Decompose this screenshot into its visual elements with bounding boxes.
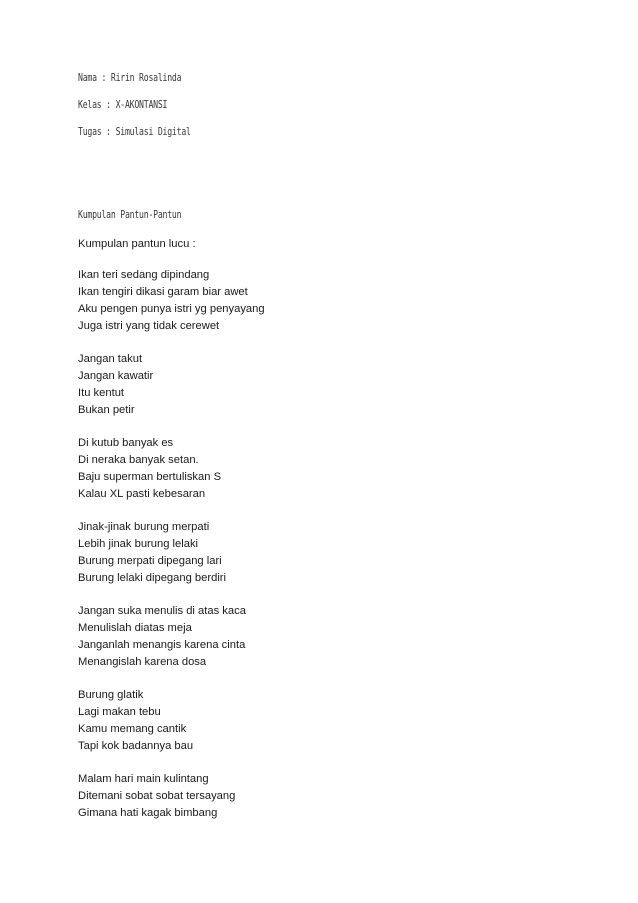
stanza-line: Di kutub banyak es xyxy=(78,437,174,449)
stanza-4 xyxy=(78,519,578,587)
pantun-body xyxy=(78,236,578,838)
stanza-line: Kamu memang cantik xyxy=(78,723,187,735)
stanza-line: Jangan takut xyxy=(78,353,143,365)
stanza-line: Jangan kawatir xyxy=(78,370,154,382)
stanza-line: Janganlah menangis karena cinta xyxy=(78,639,246,651)
stanza-line: Ikan teri sedang dipindang xyxy=(78,269,210,281)
stanza-line: Bukan petir xyxy=(78,404,135,416)
student-class: Kelas : X-AKONTANSI xyxy=(78,99,168,111)
stanza-line: Ditemani sobat sobat tersayang xyxy=(78,790,236,802)
stanza-line: Gimana hati kagak bimbang xyxy=(78,807,218,819)
stanza-line: Ikan tengiri dikasi garam biar awet xyxy=(78,286,248,298)
stanza-line: Burung lelaki dipegang berdiri xyxy=(78,572,227,584)
stanza-line: Aku pengen punya istri yg penyayang xyxy=(78,303,265,315)
stanza-line: Itu kentut xyxy=(78,387,125,399)
stanza-7 xyxy=(78,771,578,822)
stanza-1 xyxy=(78,267,578,335)
student-name: Nama : Ririn Rosalinda xyxy=(78,72,182,84)
stanza-line: Jangan suka menulis di atas kaca xyxy=(78,605,246,617)
stanza-2 xyxy=(78,351,578,419)
stanza-line: Lagi makan tebu xyxy=(78,706,161,718)
student-info xyxy=(78,72,558,153)
stanza-line: Lebih jinak burung lelaki xyxy=(78,538,199,550)
assignment-subject: Tugas : Simulasi Digital xyxy=(78,126,191,138)
stanza-line: Menangislah karena dosa xyxy=(78,656,207,668)
intro-text: Kumpulan pantun lucu : xyxy=(78,238,196,250)
stanza-line: Burung merpati dipegang lari xyxy=(78,555,222,567)
stanza-line: Jinak-jinak burung merpati xyxy=(78,521,210,533)
stanza-line: Baju superman bertuliskan S xyxy=(78,471,222,483)
document-heading: Kumpulan Pantun-Pantun xyxy=(78,209,182,221)
stanza-line: Di neraka banyak setan. xyxy=(78,454,199,466)
stanza-3 xyxy=(78,435,578,503)
stanza-line: Menulislah diatas meja xyxy=(78,622,192,634)
stanza-line: Kalau XL pasti kebesaran xyxy=(78,488,206,500)
stanza-line: Juga istri yang tidak cerewet xyxy=(78,320,220,332)
stanza-6 xyxy=(78,687,578,755)
stanza-5 xyxy=(78,603,578,671)
stanza-line: Burung glatik xyxy=(78,689,144,701)
stanza-line: Tapi kok badannya bau xyxy=(78,740,194,752)
stanza-line: Malam hari main kulintang xyxy=(78,773,209,785)
